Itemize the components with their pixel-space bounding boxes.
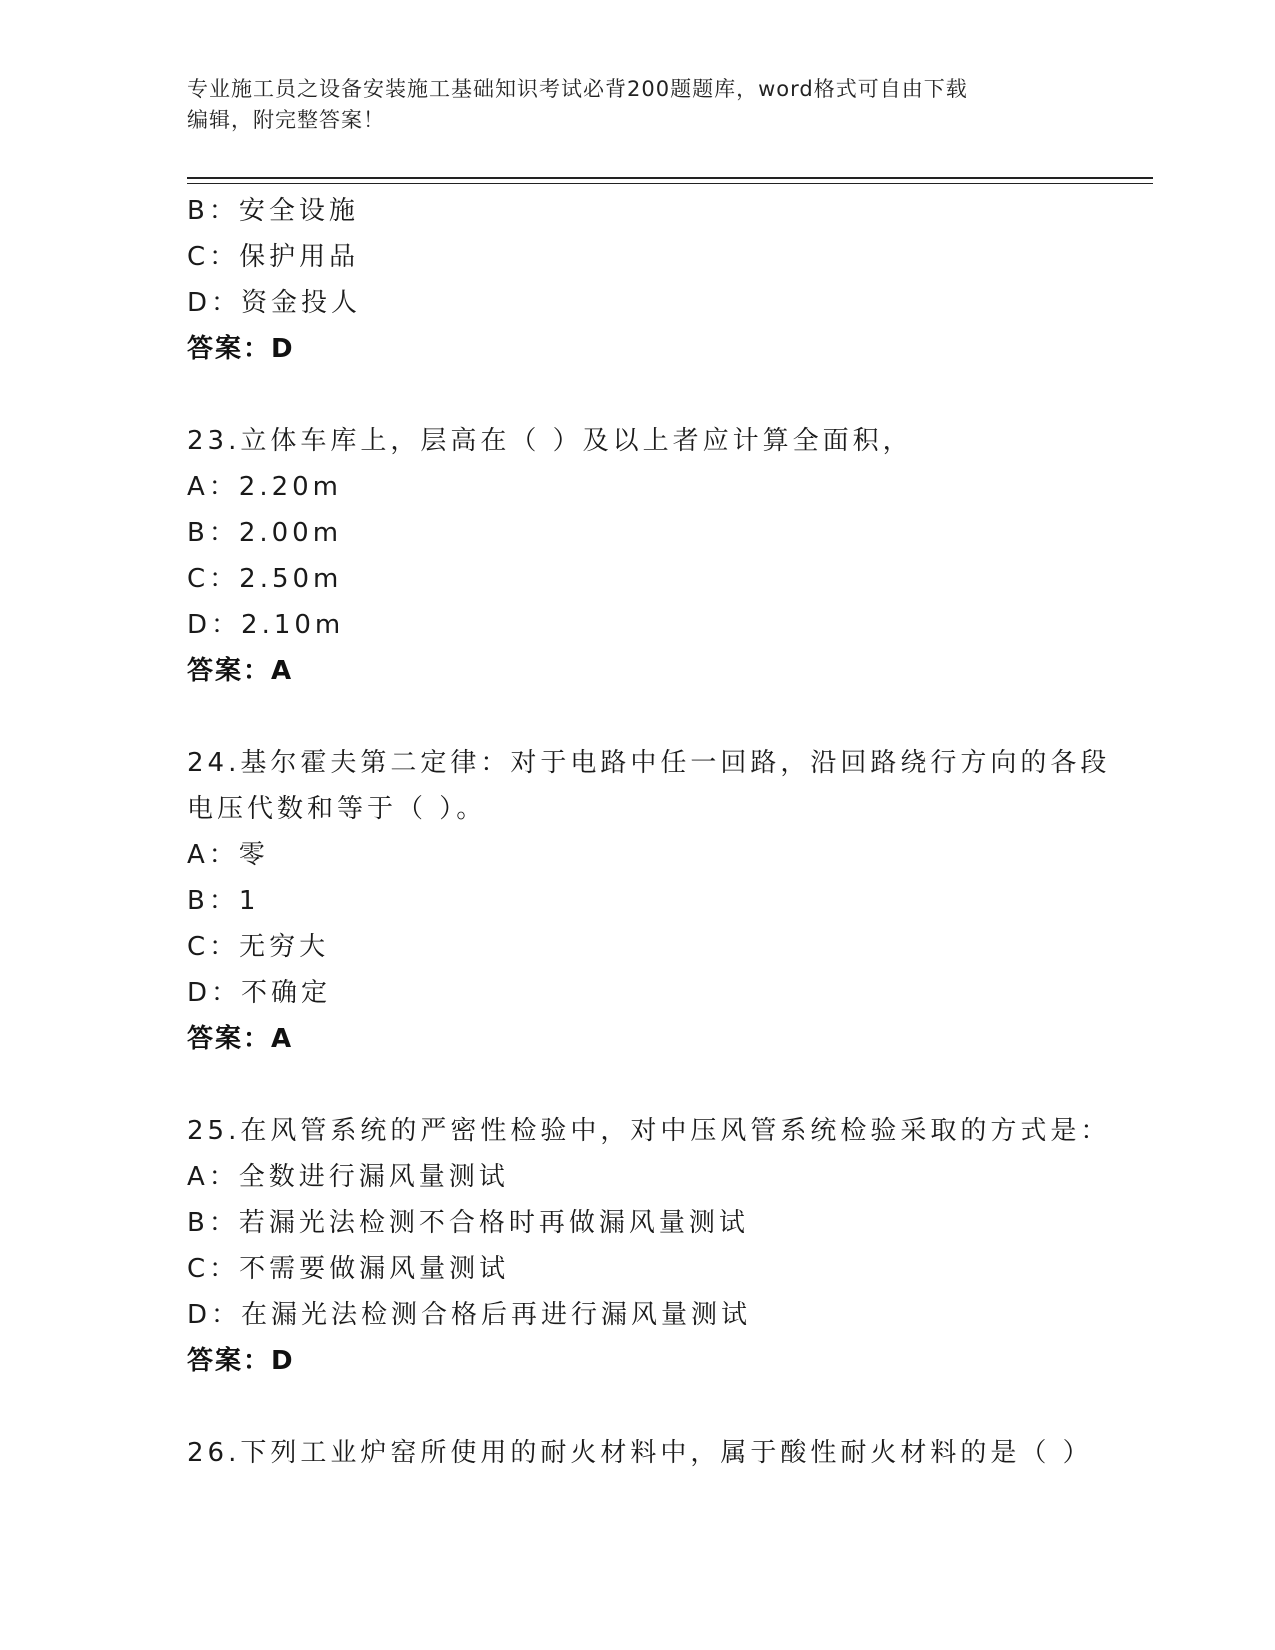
option-d: D：在漏光法检测合格后再进行漏风量测试 xyxy=(187,1300,752,1330)
question-22-continued xyxy=(187,188,1087,372)
question-stem: 23.立体车库上，层高在（ ）及以上者应计算全面积， xyxy=(187,426,913,456)
header-line-2: 编辑，附完整答案！ xyxy=(187,108,385,132)
question-stem: 26.下列工业炉窑所使用的耐火材料中，属于酸性耐火材料的是（ ） xyxy=(187,1438,1093,1468)
option-a: A：全数进行漏风量测试 xyxy=(187,1162,509,1192)
option-b: B：安全设施 xyxy=(187,196,359,226)
option-a: A：2.20m xyxy=(187,472,343,502)
spacer xyxy=(187,1062,1087,1108)
option-d: D：不确定 xyxy=(187,978,332,1008)
question-25 xyxy=(187,1108,1111,1384)
question-stem-continued: 电压代数和等于（ ）。 xyxy=(187,794,487,824)
answer-line: 答案：D xyxy=(187,1346,295,1376)
question-stem: 25.在风管系统的严密性检验中，对中压风管系统检验采取的方式是： xyxy=(187,1116,1111,1146)
question-24 xyxy=(187,740,1111,1062)
option-b: B：2.00m xyxy=(187,518,343,548)
header-divider-thick xyxy=(187,177,1153,179)
question-list xyxy=(187,188,1111,1476)
option-d: D：资金投人 xyxy=(187,288,362,318)
option-b: B：1 xyxy=(187,886,260,916)
answer-line: 答案：A xyxy=(187,656,294,686)
question-26 xyxy=(187,1430,1093,1476)
option-c: C：2.50m xyxy=(187,564,343,594)
question-stem: 24.基尔霍夫第二定律：对于电路中任一回路，沿回路绕行方向的各段 xyxy=(187,748,1111,778)
option-b: B：若漏光法检测不合格时再做漏风量测试 xyxy=(187,1208,749,1238)
answer-line: 答案：D xyxy=(187,334,295,364)
header-line-1: 专业施工员之设备安装施工基础知识考试必背200题题库，word格式可自由下载 xyxy=(187,77,968,101)
option-d: D：2.10m xyxy=(187,610,345,640)
document-header xyxy=(187,74,1087,136)
question-23 xyxy=(187,418,1087,694)
answer-line: 答案：A xyxy=(187,1024,294,1054)
option-c: C：无穷大 xyxy=(187,932,330,962)
option-c: C：不需要做漏风量测试 xyxy=(187,1254,510,1284)
option-a: A：零 xyxy=(187,840,269,870)
header-divider-thin xyxy=(187,183,1153,184)
spacer xyxy=(187,1384,1087,1430)
spacer xyxy=(187,694,1087,740)
spacer xyxy=(187,372,1087,418)
option-c: C：保护用品 xyxy=(187,242,360,272)
